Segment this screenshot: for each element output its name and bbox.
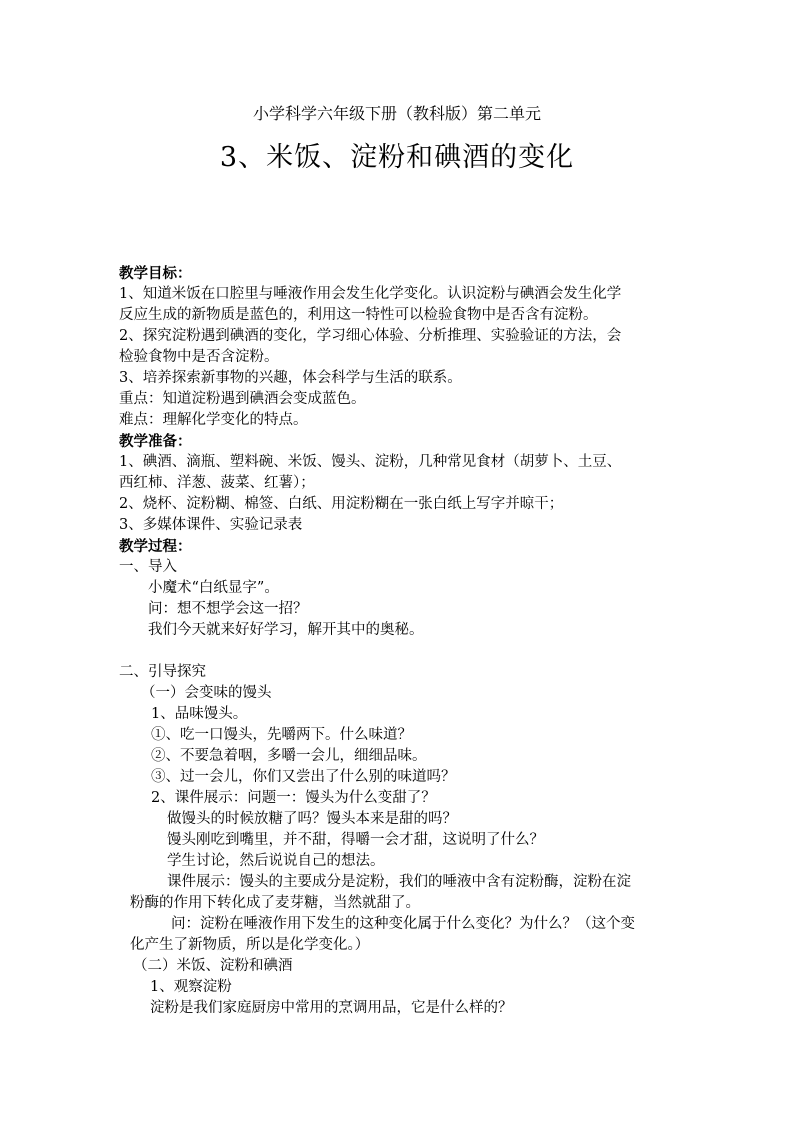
prep-1-line-1: 1、碘酒、滴瓶、塑料碗、米饭、馒头、淀粉，几种常见食材（胡萝卜、土豆、 — [119, 454, 622, 470]
document-body — [119, 263, 679, 1019]
intro-line-1: 小魔术“白纸显字”。 — [148, 580, 279, 596]
document-title: 3、米饭、淀粉和碘酒的变化 — [219, 142, 575, 173]
key-point: 重点：知道淀粉遇到碘酒会变成蓝色。 — [119, 391, 366, 407]
step-1a: ①、吃一口馒头，先嚼两下。什么味道？ — [151, 727, 412, 743]
part-2-heading: （二）米饭、淀粉和碘酒 — [133, 958, 293, 974]
intro-heading: 一、导入 — [119, 559, 177, 575]
goals-heading: 教学目标： — [119, 265, 192, 282]
part-1-heading: （一）会变味的馒头 — [141, 685, 272, 701]
step-1c: ③、过一会儿，你们又尝出了什么别的味道吗？ — [151, 769, 456, 785]
step-1b: ②、不要急着咽，多嚼一会儿，细细品味。 — [151, 748, 427, 764]
document-subtitle: 小学科学六年级下册（教科版）第二单元 — [252, 104, 541, 123]
process-heading: 教学过程： — [119, 538, 192, 555]
goal-1-line-1: 1、知道米饭在口腔里与唾液作用会发生化学变化。认识淀粉与碘酒会发生化学 — [119, 286, 622, 302]
step-2b: 馒头刚吃到嘴里，并不甜，得嚼一会才甜，这说明了什么？ — [167, 832, 544, 848]
explore-heading: 二、引导探究 — [119, 664, 206, 680]
prep-1-line-2: 西红柿、洋葱、菠菜、红薯）； — [119, 475, 315, 491]
part-2-step-1a: 淀粉是我们家庭厨房中常用的烹调用品，它是什么样的？ — [150, 1000, 513, 1016]
step-2: 2、课件展示：问题一：馒头为什么变甜了？ — [151, 790, 436, 806]
blank-line — [119, 641, 679, 662]
step-2d-line-2: 粉酶的作用下转化成了麦芽糖，当然就甜了。 — [130, 895, 420, 911]
prep-3: 3、多媒体课件、实验记录表 — [119, 517, 303, 533]
intro-line-3: 我们今天就来好好学习，解开其中的奥秘。 — [148, 622, 424, 638]
prep-heading: 教学准备： — [119, 433, 192, 450]
step-2c: 学生讨论，然后说说自己的想法。 — [167, 853, 385, 869]
step-2a: 做馒头的时候放糖了吗？馒头本来是甜的吗？ — [167, 811, 457, 827]
step-1: 1、品味馒头。 — [151, 706, 248, 722]
step-2e-line-2: 化产生了新物质，所以是化学变化。） — [130, 937, 370, 953]
goal-2-line-1: 2、探究淀粉遇到碘酒的变化，学习细心体验、分析推理、实验验证的方法，会 — [119, 328, 622, 344]
intro-line-2: 问：想不想学会这一招？ — [148, 601, 308, 617]
step-2d-line-1: 课件展示：馒头的主要成分是淀粉，我们的唾液中含有淀粉酶，淀粉在淀 — [167, 874, 631, 890]
goal-1-line-2: 反应生成的新物质是蓝色的，利用这一特性可以检验食物中是否含有淀粉。 — [119, 307, 598, 323]
part-2-step-1: 1、观察淀粉 — [150, 979, 232, 995]
goal-2-line-2: 检验食物中是否含淀粉。 — [119, 349, 279, 365]
goal-3: 3、培养探索新事物的兴趣，体会科学与生活的联系。 — [119, 370, 462, 386]
difficult-point: 难点：理解化学变化的特点。 — [119, 412, 308, 428]
step-2e-line-1: 问：淀粉在唾液作用下发生的这种变化属于什么变化？为什么？（这个变 — [171, 916, 635, 932]
prep-2: 2、烧杯、淀粉糊、棉签、白纸、用淀粉糊在一张白纸上写字并晾干； — [119, 496, 564, 512]
